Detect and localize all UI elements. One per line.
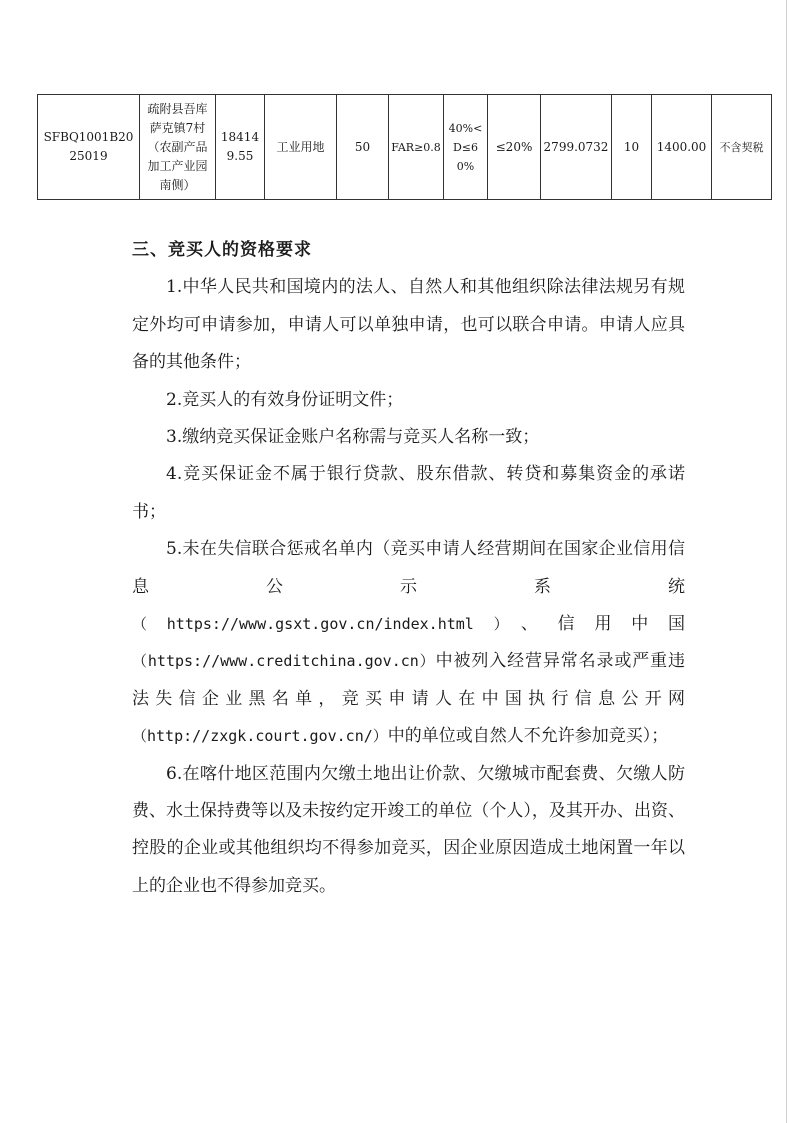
- zxgk-link[interactable]: （http://zxgk.court.gov.cn/）: [132, 727, 388, 746]
- cell-parcel-id: SFBQ1001B2025019: [38, 95, 140, 200]
- section-heading: 三、竞买人的资格要求: [132, 240, 312, 260]
- creditchina-link[interactable]: （https://www.creditchina.gov.cn）: [132, 652, 436, 671]
- list-item: 6.在喀什地区范围内欠缴土地出让价款、欠缴城市配套费、欠缴人防费、水土保持费等以及未按约定开竣工的单位（个人），及其开办、出资、控股的企业或其他组织均不得参加竞买，因企业原因造成土地闲置一年以上的企业也不得参加竞买。: [132, 763, 685, 896]
- cell-location: 疏附县吾库萨克镇7村（农副产品加工产业园南侧）: [140, 95, 216, 200]
- table-row: [38, 95, 772, 200]
- list-item: 4.竞买保证金不属于银行贷款、股东借款、转贷和募集资金的承诺书；: [132, 464, 685, 522]
- cell-start-price: 2799.0732: [541, 95, 612, 200]
- page-edge: [786, 0, 787, 1123]
- parcel-table: [37, 94, 772, 200]
- list-item-cont: [132, 606, 685, 756]
- cell-deposit: 1400.00: [652, 95, 712, 200]
- cell-increment: 10: [612, 95, 652, 200]
- text-span: 中被列入经营异常名录或严重违法失信企业黑名单，竞买申请人在中国执行信息公开网: [132, 651, 685, 709]
- cell-far: FAR≥0.8: [389, 95, 444, 200]
- list-item: 5.未在失信联合惩戒名单内（竞买申请人经营期间在国家企业信用信息公示系统: [132, 539, 685, 597]
- text-span: 中的单位或自然人不允许参加竞买）；: [387, 726, 669, 747]
- cell-land-use: 工业用地: [265, 95, 337, 200]
- cell-years: 50: [337, 95, 389, 200]
- gsxt-link[interactable]: （https://www.gsxt.gov.cn/index.html）: [132, 615, 521, 634]
- qualification-section: [132, 232, 685, 905]
- cell-tax-note: 不含契税: [712, 95, 772, 200]
- list-item: 2.竞买人的有效身份证明文件；: [166, 389, 404, 410]
- list-item: 1.中华人民共和国境内的法人、自然人和其他组织除法律法规另有规定外均可申请参加，申请人可以单独申请，也可以联合申请。申请人应具备的其他条件；: [132, 277, 685, 373]
- cell-area: 184149.55: [216, 95, 265, 200]
- text-span: 、信用中国: [520, 614, 686, 635]
- cell-green-ratio: ≤20%: [488, 95, 541, 200]
- list-item: 3.缴纳竞买保证金账户名称需与竞买人名称一致；: [166, 427, 540, 448]
- cell-density: 40%<D≤60%: [444, 95, 488, 200]
